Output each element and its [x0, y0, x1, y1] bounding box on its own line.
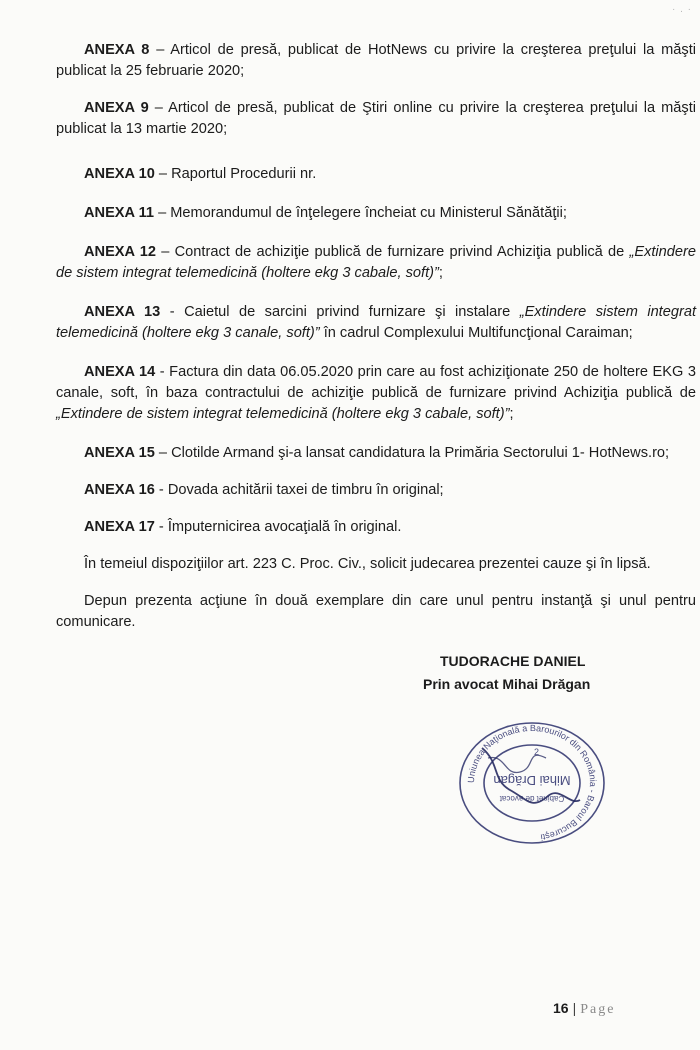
- annex-paragraph: [56, 362, 696, 425]
- paragraph-text: În temeiul dispoziţiilor art. 223 C. Proc. Civ., solicit judecarea prezentei cauze şi în lipsă.: [84, 556, 651, 572]
- annex-paragraph: [56, 480, 696, 501]
- page-number: 16: [553, 1000, 569, 1016]
- annex-text: – Clotilde Armand şi-a lansat candidatura la Primăria Sectorului 1- HotNews.ro;: [154, 445, 670, 461]
- annex-paragraph: [56, 443, 696, 464]
- legal-basis-paragraph: [56, 554, 696, 575]
- annex-text: – Raportul Procedurii nr.: [154, 166, 317, 182]
- annex-paragraph: [56, 40, 696, 82]
- annex-text: – Articol de presă, publicat de Ştiri online cu privire la creşterea preţului la măşti publicat la 13 martie 2020;: [56, 100, 696, 137]
- annex-label: ANEXA 10: [84, 166, 155, 182]
- annex-label: ANEXA 15: [84, 445, 155, 461]
- annex-label: ANEXA 13: [84, 304, 161, 320]
- annex-label: ANEXA 14: [84, 364, 156, 380]
- annex-label: ANEXA 11: [84, 205, 155, 221]
- annex-label: ANEXA 17: [84, 519, 155, 535]
- annex-text: – Contract de achiziţie publică de furnizare privind Achiziţia publică de: [156, 244, 630, 260]
- annex-tail: ;: [438, 265, 443, 281]
- paragraph-text: Depun prezenta acţiune în două exemplare din care unul pentru instanţă şi unul pentru comunicare.: [56, 593, 696, 630]
- footer-separator: |: [572, 1000, 577, 1016]
- svg-text:2: 2: [534, 747, 540, 757]
- signatory-lawyer: Prin avocat Mihai Drăgan: [423, 676, 591, 692]
- annex-paragraph: [56, 302, 696, 344]
- annex-text: - Dovada achitării taxei de timbru în original;: [154, 482, 444, 498]
- annex-paragraph: [56, 98, 696, 140]
- annex-text: – Memorandumul de înţelegere încheiat cu Ministerul Sănătăţii;: [154, 205, 567, 221]
- annex-italic-text: „Extindere sistem integrat telemedicină (holtere ekg 3 canale, soft)”: [56, 304, 697, 341]
- annex-text: – Articol de presă, publicat de HotNews cu privire la creşterea preţului la măşti publicat la 25 februarie 2020;: [56, 42, 696, 79]
- annex-label: ANEXA 9: [84, 100, 149, 116]
- annex-italic-text: „Extindere de sistem integrat telemedicină (holtere ekg 3 cabale, soft)”: [56, 244, 696, 281]
- annex-tail: ;: [509, 406, 514, 422]
- lawyer-stamp: [452, 718, 612, 848]
- annex-list: [56, 40, 696, 633]
- annex-paragraph: [56, 242, 696, 284]
- annex-tail: în cadrul Complexului Multifuncţional Caraiman;: [319, 325, 633, 341]
- annex-text: - Caietul de sarcini privind furnizare şi instalare: [160, 304, 520, 320]
- annex-label: ANEXA 12: [84, 244, 157, 260]
- svg-text:Cabinet de avocat: Cabinet de avocat: [499, 794, 565, 803]
- page-footer: [553, 1000, 615, 1018]
- annex-text: - Împuternicirea avocaţială în original.: [154, 519, 402, 535]
- annex-label: ANEXA 16: [84, 482, 155, 498]
- annex-paragraph: [56, 203, 696, 224]
- annex-paragraph: [56, 164, 696, 185]
- filing-paragraph: [56, 591, 696, 633]
- annex-label: ANEXA 8: [84, 42, 150, 58]
- annex-italic-text: „Extindere de sistem integrat telemedicină (holtere ekg 3 cabale, soft)”: [56, 406, 510, 422]
- page-word: Page: [580, 1002, 616, 1017]
- svg-text:Uniunea Naţională a Barourilor: Uniunea Naţională a Barourilor din România - Baroul Bucureşti: [465, 722, 599, 843]
- signatory-name: TUDORACHE DANIEL: [440, 653, 586, 669]
- annex-text: - Factura din data 06.05.2020 prin care au fost achiziţionate 250 de holtere EKG 3 canale, soft, în baza contractului de achiziţie publică de furnizare privind Achiziţia publică de: [56, 364, 696, 401]
- svg-text:Mihai Drăgan: Mihai Drăgan: [493, 773, 571, 788]
- corner-mark: · . ·: [672, 4, 692, 15]
- annex-paragraph: [56, 517, 696, 538]
